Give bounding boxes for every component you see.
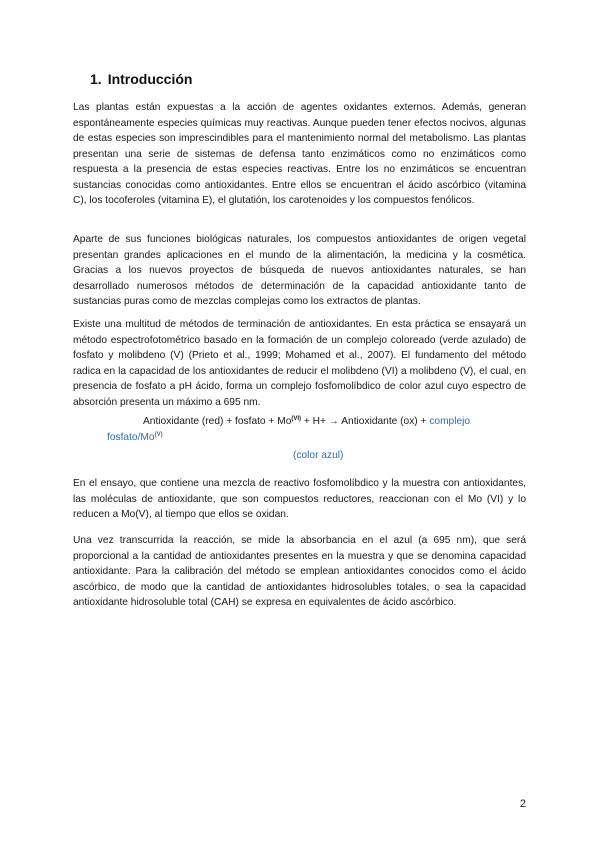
equation-products: Antioxidante (ox) + — [338, 416, 430, 427]
section-number: 1. — [90, 71, 102, 87]
equation-hydrogen: + H+ — [301, 416, 329, 427]
paragraph-5: Una vez transcurrida la reacción, se mide la absorbancia en el azul (a 695 nm), que será proporcional a la cantidad de antioxidantes presentes en la muestra y que se denomina capacidad antioxidante. Para la calibración del método se emplean antioxidantes conocidos como el ácido ascórbico, de modo que la cantidad de antioxidantes hidrosolubles totales, o sea la capacidad antioxidante hidrosoluble total (CAH) se expresa en equivalentes de ácido ascórbico. — [73, 535, 526, 608]
paragraph-1: Las plantas están expuestas a la acción de agentes oxidantes externos. Además, generan espontáneamente especies químicas muy reactivas. Aunque pueden tener efectos nocivos, algunas de estas especies son imprescindibles para el mantenimiento normal del metabolismo. Las plantas presentan una serie de sistemas de defensa tanto enzimáticos como no enzimáticos como respuesta a la presencia de estas especies reactivas. Entre los no enzimáticos se encuentran sustancias conocidas como antioxidantes. Entre ellos se encuentran el ácido ascórbico (vitamina C), los tocoferoles (vitamina E), el glutatión, los carotenoides y los compuestos fenólicos. — [73, 102, 526, 206]
paragraph-2-block — [73, 232, 526, 310]
paragraph-4-block — [73, 476, 526, 523]
complex-label-part1: complejo — [429, 416, 471, 427]
paragraph-1-block — [73, 100, 526, 209]
paragraph-2: Aparte de sus funciones biológicas naturales, los compuestos antioxidantes de origen vegetal presentan grandes aplicaciones en el mundo de la alimentación, la medicina y la cosmética. Gracias a los nuevos proyectos de búsqueda de nuevos antioxidantes naturales, se han desarrollado numerosos métodos de determinación de la capacidad antioxidante tanto de sustancias puras como de mezclas complejas como los extractos de plantas. — [73, 234, 526, 307]
equation-color-note: (color azul) — [293, 450, 344, 461]
section-heading — [90, 71, 192, 87]
equation-line-2 — [73, 430, 526, 446]
paragraph-3: Existe una multitud de métodos de terminación de antioxidantes. En esta práctica se ensayará un método espectrofotométrico basado en la formación de un complejo coloreado (verde azulado) de fosfato y molibdeno (V) (Prieto et al., 1999; Mohamed et al., 2007). El fundamento del método radica en la capacidad de los antioxidantes de reducir el molibdeno (VI) a molibdeno (V), el cual, en presencia de fosfato a pH ácido, forma un complejo fosfomolíbdico de color azul cuyo espectro de absorción presenta un máximo a 695 nm. — [73, 319, 526, 408]
paragraph-3-block — [73, 317, 526, 410]
page-number: 2 — [519, 798, 526, 810]
section-title: Introducción — [107, 71, 193, 87]
arrow-icon: → — [328, 416, 339, 427]
reaction-equation — [73, 414, 526, 464]
paragraph-5-block — [73, 533, 526, 611]
paragraph-4: En el ensayo, que contiene una mezcla de reactivo fosfomolíbdico y la muestra con antioxidantes, las moléculas de antioxidante, que son compuestos reductores, reaccionan con el Mo (VI) y lo reducen a Mo(V), al tiempo que ellos se oxidan. — [73, 478, 526, 520]
equation-reactants: Antioxidante (red) + fosfato + Mo — [143, 416, 292, 427]
mo-vi-superscript: (VI) — [291, 416, 302, 422]
complex-label-part2: fosfato/Mo — [107, 431, 155, 443]
equation-line-1 — [73, 414, 526, 430]
mo-v-superscript: (V) — [154, 431, 163, 438]
